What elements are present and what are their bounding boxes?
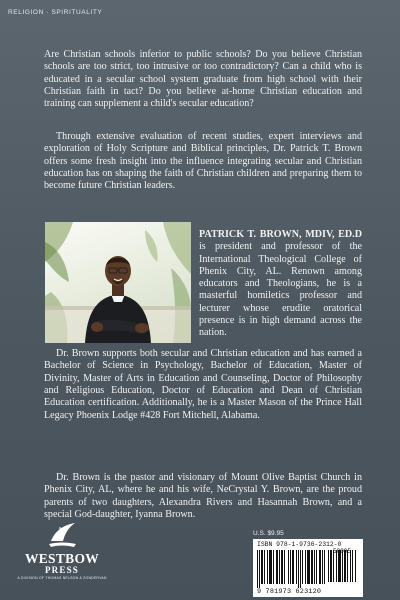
barcode-bar: [259, 550, 260, 588]
barcode-bar: [328, 550, 329, 582]
barcode-bar: [273, 550, 274, 584]
barcode-bar: [307, 550, 310, 584]
credentials-paragraph: Dr. Brown supports both secular and Christian education and has earned a Bachelor of Science in Psychology, Bachelor of Education, Master of Divinity, Master of Arts in Education and Counseling, Doctor of Philosophy and Religious Education, Doctor of Education and Dean of Christian Education certification. Additionally, he is a Master Mason of the Prince Hall Legacy Phoenix Lodge #428 Fort Mitchell, Alabama.: [44, 348, 362, 421]
barcode-bar: [330, 550, 332, 582]
barcode-bar: [342, 550, 343, 582]
barcode-bar: [336, 550, 337, 582]
author-name: PATRICK T. BROWN, MDIV, ED.D: [199, 229, 362, 240]
barcode-block: [253, 530, 363, 597]
barcode-bar: [319, 550, 321, 584]
barcode-bar: [316, 550, 317, 584]
barcode-bar: [350, 550, 351, 582]
barcode-bar: [355, 550, 356, 582]
barcode-bar: [276, 550, 278, 584]
barcode-bar: [279, 550, 280, 584]
barcode-bar: [311, 550, 313, 584]
barcode-bar: [284, 550, 285, 584]
barcode-bar: [264, 550, 265, 584]
barcode-bar: [296, 550, 297, 584]
barcode-bar: [281, 550, 283, 584]
barcode-bar: [324, 550, 325, 584]
barcode-bar: [333, 550, 334, 582]
author-photo: [45, 222, 191, 343]
barcode-bar: [288, 550, 289, 584]
barcode-bar: [269, 550, 272, 584]
ship-wave-icon: [45, 521, 79, 551]
barcode-bar: [344, 550, 346, 582]
barcode-bar: [261, 550, 263, 584]
barcode-bar: [290, 550, 291, 584]
ean-barcode-bars: [257, 550, 325, 588]
isbn-label: ISBN 978-1-9736-2312-0: [257, 541, 342, 548]
barcode-bar: [322, 550, 323, 584]
author-bio-text: is president and professor of the International Theological College of Phenix City, AL. Renown among educators and Theologians, he is a masterful homiletics professor and lecturer whose erudite oratorical presence is in high demand across the nation.: [199, 241, 362, 339]
barcode-bar: [302, 550, 303, 584]
barcode-bar: [292, 550, 294, 584]
barcode-bar: [338, 550, 341, 582]
publisher-name: WESTBOW: [24, 551, 100, 566]
author-bio: [199, 229, 362, 340]
overview-paragraph: Through extensive evaluation of recent studies, expert interviews and exploration of Holy Scripture and Biblical principles, Dr. Patrick T. Brown offers some fresh insight into the influence integrating secular and Christian education has on shaping the faith of Christian children and preparing them to become future Christian leaders.: [44, 131, 362, 192]
publisher-logo: [12, 521, 112, 580]
price-label: U.S. $9.95: [253, 530, 284, 537]
author-portrait-image: [45, 222, 191, 343]
barcode-bar: [347, 550, 348, 582]
publisher-tagline: A DIVISION OF THOMAS NELSON & ZONDERVAN: [17, 576, 107, 580]
category-label: RELIGION · SPIRITUALITY: [8, 9, 103, 16]
publisher-press: PRESS: [44, 565, 79, 575]
barcode-bar: [298, 550, 299, 588]
barcode-bar: [305, 550, 306, 584]
barcode-bar: [300, 550, 301, 588]
personal-paragraph: Dr. Brown is the pastor and visionary of Mount Olive Baptist Church in Phenix City, AL, where he and his wife, NeCrystal Y. Brown, are the proud parents of two daughters, Alexandra Rivers and Hasannah Brown, and a special God-daughter, Iyanna Brown.: [44, 472, 362, 521]
addon-barcode-bars: [328, 550, 358, 588]
barcode-bar: [314, 550, 315, 584]
barcode-bar: [352, 550, 353, 582]
barcode-bar: [267, 550, 268, 584]
barcode-bar: [257, 550, 258, 588]
barcode: [253, 539, 363, 597]
barcode-number: 9 781973 623120: [257, 588, 322, 596]
intro-paragraph: Are Christian schools inferior to public schools? Do you believe Christian schools are too strict, too intrusive or too contradictory? Can a child who is educated in a secular school system graduate from high school with their Christian faith in tact? Do you believe at-home Christian education and training can supplement a child's secular education?: [44, 49, 362, 110]
